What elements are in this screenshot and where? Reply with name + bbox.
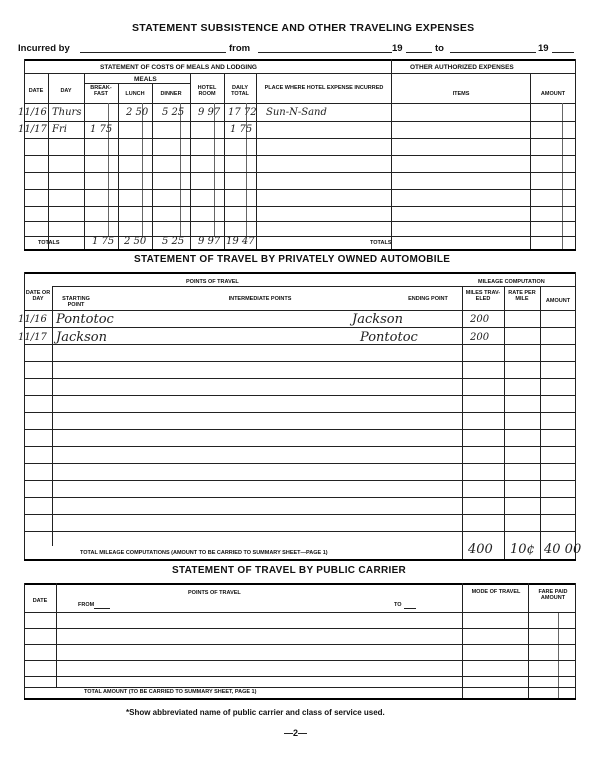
total-hotel: 9 97	[198, 236, 221, 247]
col-breakfast: BREAK-FAST	[90, 85, 112, 97]
page-number: —2—	[284, 728, 308, 738]
col-amount: AMOUNT	[540, 91, 566, 97]
meal-row-hotel: 9 97	[198, 107, 221, 118]
incurred-label: Incurred by	[18, 43, 70, 54]
col-items: ITEMS	[452, 91, 470, 97]
auto-col-end: ENDING POINT	[408, 296, 448, 302]
col-dinner: DINNER	[160, 91, 182, 97]
col-daily: DAILY TOTAL	[231, 85, 249, 97]
auto-row-date: 11/16	[18, 314, 47, 325]
footnote: *Show abbreviated name of public carrier and class of service used.	[126, 708, 385, 717]
meal-row-dinner: 5 25	[162, 107, 185, 118]
meals-totals-label: TOTALS	[38, 240, 60, 246]
col-lunch: LUNCH	[125, 91, 145, 97]
carrier-points-header: POINTS OF TRAVEL	[188, 590, 241, 596]
auto-row-date: 11/17	[18, 332, 47, 343]
auto-col-amount: AMOUNT	[545, 298, 571, 304]
auto-row-miles: 200	[470, 332, 490, 343]
carrier-heading: STATEMENT OF TRAVEL BY PUBLIC CARRIER	[172, 565, 407, 576]
total-dinner: 5 25	[162, 236, 185, 247]
meal-row-lunch: 2 50	[126, 107, 149, 118]
col-date: DATE	[28, 88, 44, 94]
auto-points-header: POINTS OF TRAVEL	[186, 279, 239, 285]
total-lunch: 2 50	[124, 236, 147, 247]
auto-col-miles: MILES TRAV-ELED	[465, 290, 501, 302]
other-expenses-heading: OTHER AUTHORIZED EXPENSES	[410, 64, 514, 71]
meal-row-day: Fri	[52, 124, 67, 135]
meal-row-daily: 1 75	[230, 124, 253, 135]
other-totals-label: TOTALS	[370, 240, 392, 246]
meal-row-date: 11/16	[18, 107, 47, 118]
col-hotel: HOTEL ROOM	[197, 85, 217, 97]
meal-row-place: Sun-N-Sand	[266, 107, 327, 118]
col-place: PLACE WHERE HOTEL EXPENSE INCURRED	[264, 85, 384, 91]
auto-row-miles: 200	[470, 314, 490, 325]
meal-row-day: Thurs	[52, 107, 82, 118]
meal-row-breakfast: 1 75	[90, 124, 113, 135]
meal-row-daily: 17 72	[228, 107, 257, 118]
to-label: to	[435, 43, 444, 54]
mileage-total-miles: 400	[468, 542, 493, 557]
year1-label: 19	[392, 43, 403, 54]
carrier-total-label: TOTAL AMOUNT (TO BE CARRIED TO SUMMARY SHEET, PAGE 1)	[84, 689, 257, 695]
auto-row-end: Pontotoc	[360, 330, 418, 345]
mileage-total-rate: 10¢	[510, 542, 535, 557]
auto-col-rate: RATE PER MILE	[508, 290, 536, 302]
auto-row-start: Jackson	[56, 330, 107, 345]
carrier-col-date: DATE	[32, 598, 48, 604]
auto-col-start: STARTING POINT	[62, 296, 90, 308]
meals-heading: STATEMENT OF COSTS OF MEALS AND LODGING	[100, 64, 257, 71]
meals-group-label: MEALS	[134, 76, 157, 83]
mileage-header: MILEAGE COMPUTATION	[478, 279, 545, 285]
total-breakfast: 1 75	[92, 236, 115, 247]
meal-row-date: 11/17	[18, 124, 47, 135]
carrier-col-fare: FARE PAID AMOUNT	[538, 589, 568, 601]
auto-row-start: Pontotoc	[56, 312, 114, 327]
auto-row-end: Jackson	[352, 312, 403, 327]
col-day: DAY	[60, 88, 72, 94]
total-daily: 19 47	[226, 236, 255, 247]
auto-col-date: DATE OR DAY	[25, 290, 51, 302]
carrier-to-label: TO	[394, 602, 402, 608]
carrier-col-mode: MODE OF TRAVEL	[471, 589, 521, 595]
auto-heading: STATEMENT OF TRAVEL BY PRIVATELY OWNED AUTOMOBILE	[134, 254, 451, 265]
page-title: STATEMENT SUBSISTENCE AND OTHER TRAVELING EXPENSES	[132, 22, 475, 34]
carrier-from-label: FROM	[78, 602, 95, 608]
mileage-total-label: TOTAL MILEAGE COMPUTATIONS (AMOUNT TO BE CARRIED TO SUMMARY SHEET—PAGE 1)	[80, 550, 328, 556]
mileage-total-amount: 40 00	[544, 542, 582, 557]
from-label: from	[229, 43, 251, 54]
year2-label: 19	[538, 43, 549, 54]
auto-col-intermediate: INTERMEDIATE POINTS	[228, 296, 292, 302]
